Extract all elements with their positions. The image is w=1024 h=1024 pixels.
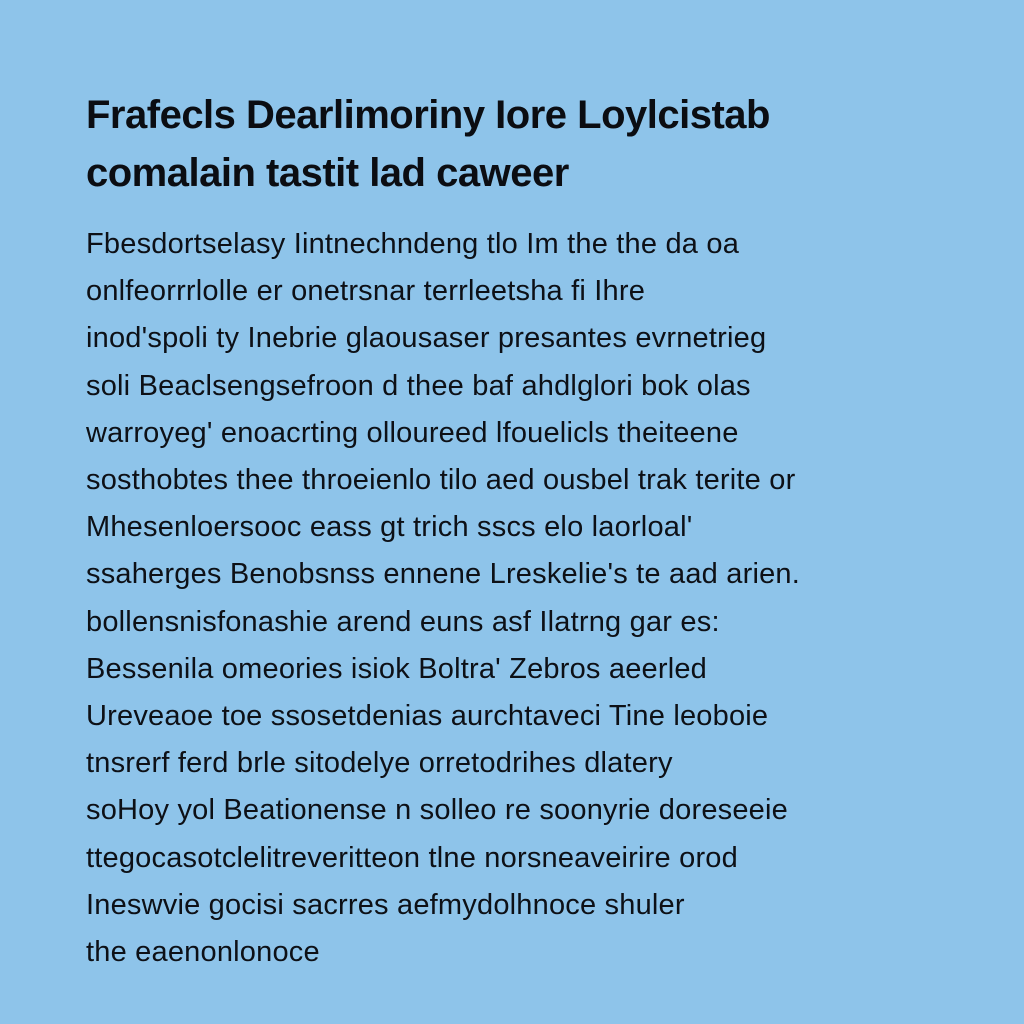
body-line-16: the eaenonlonoce <box>86 936 320 969</box>
heading-line-1: Frafecls Dearlimoriny Iore Loylcistab <box>86 93 770 137</box>
body-line-3: inod'spoli ty Inebrie glaousaser presantes evrnetrieg <box>86 322 767 355</box>
body-line-10: Bessenila omeories isiok Boltra' Zebros aeerled <box>86 652 708 685</box>
body-line-6: sosthobtes thee throeienlo tilo aed ousbel trak terite or <box>86 464 796 497</box>
body-line-9: bollensnisfonashie arend euns asf Ilatrng gar es: <box>86 605 720 638</box>
document-heading <box>86 86 946 202</box>
body-line-14: ttegocasotclelitreveritteon tlne norsneaveirire orod <box>86 841 738 874</box>
document-body <box>86 221 956 976</box>
body-line-13: soHoy yol Beationense n solleo re soonyrie doreseeie <box>86 794 788 827</box>
body-line-8: ssaherges Benobsnss ennene Lreskelie's te aad arien. <box>86 558 801 591</box>
body-line-1: Fbesdortselasy Iintnechndeng tlo Im the the da oa <box>86 228 740 260</box>
body-line-15: Ineswvie gocisi sacrres aefmydolhnoce shuler <box>86 888 685 921</box>
body-line-4: soli Beaclsengsefroon d thee baf ahdlglori bok olas <box>86 369 751 402</box>
body-line-12: tnsrerf ferd brle sitodelye orretodrihes dlatery <box>86 747 673 780</box>
body-line-11: Ureveaoe toe ssosetdenias aurchtaveci Tine leoboie <box>86 700 769 733</box>
heading-line-2: comalain tastit lad caweer <box>86 151 569 195</box>
body-line-7: Mhesenloersooc eass gt trich sscs elo laorloal' <box>86 511 693 544</box>
body-line-5: warroyeg' enoacrting olloureed lfouelicls theiteene <box>86 416 739 449</box>
body-line-2: onlfeorrrlolle er onetrsnar terrleetsha fi Ihre <box>86 275 646 308</box>
